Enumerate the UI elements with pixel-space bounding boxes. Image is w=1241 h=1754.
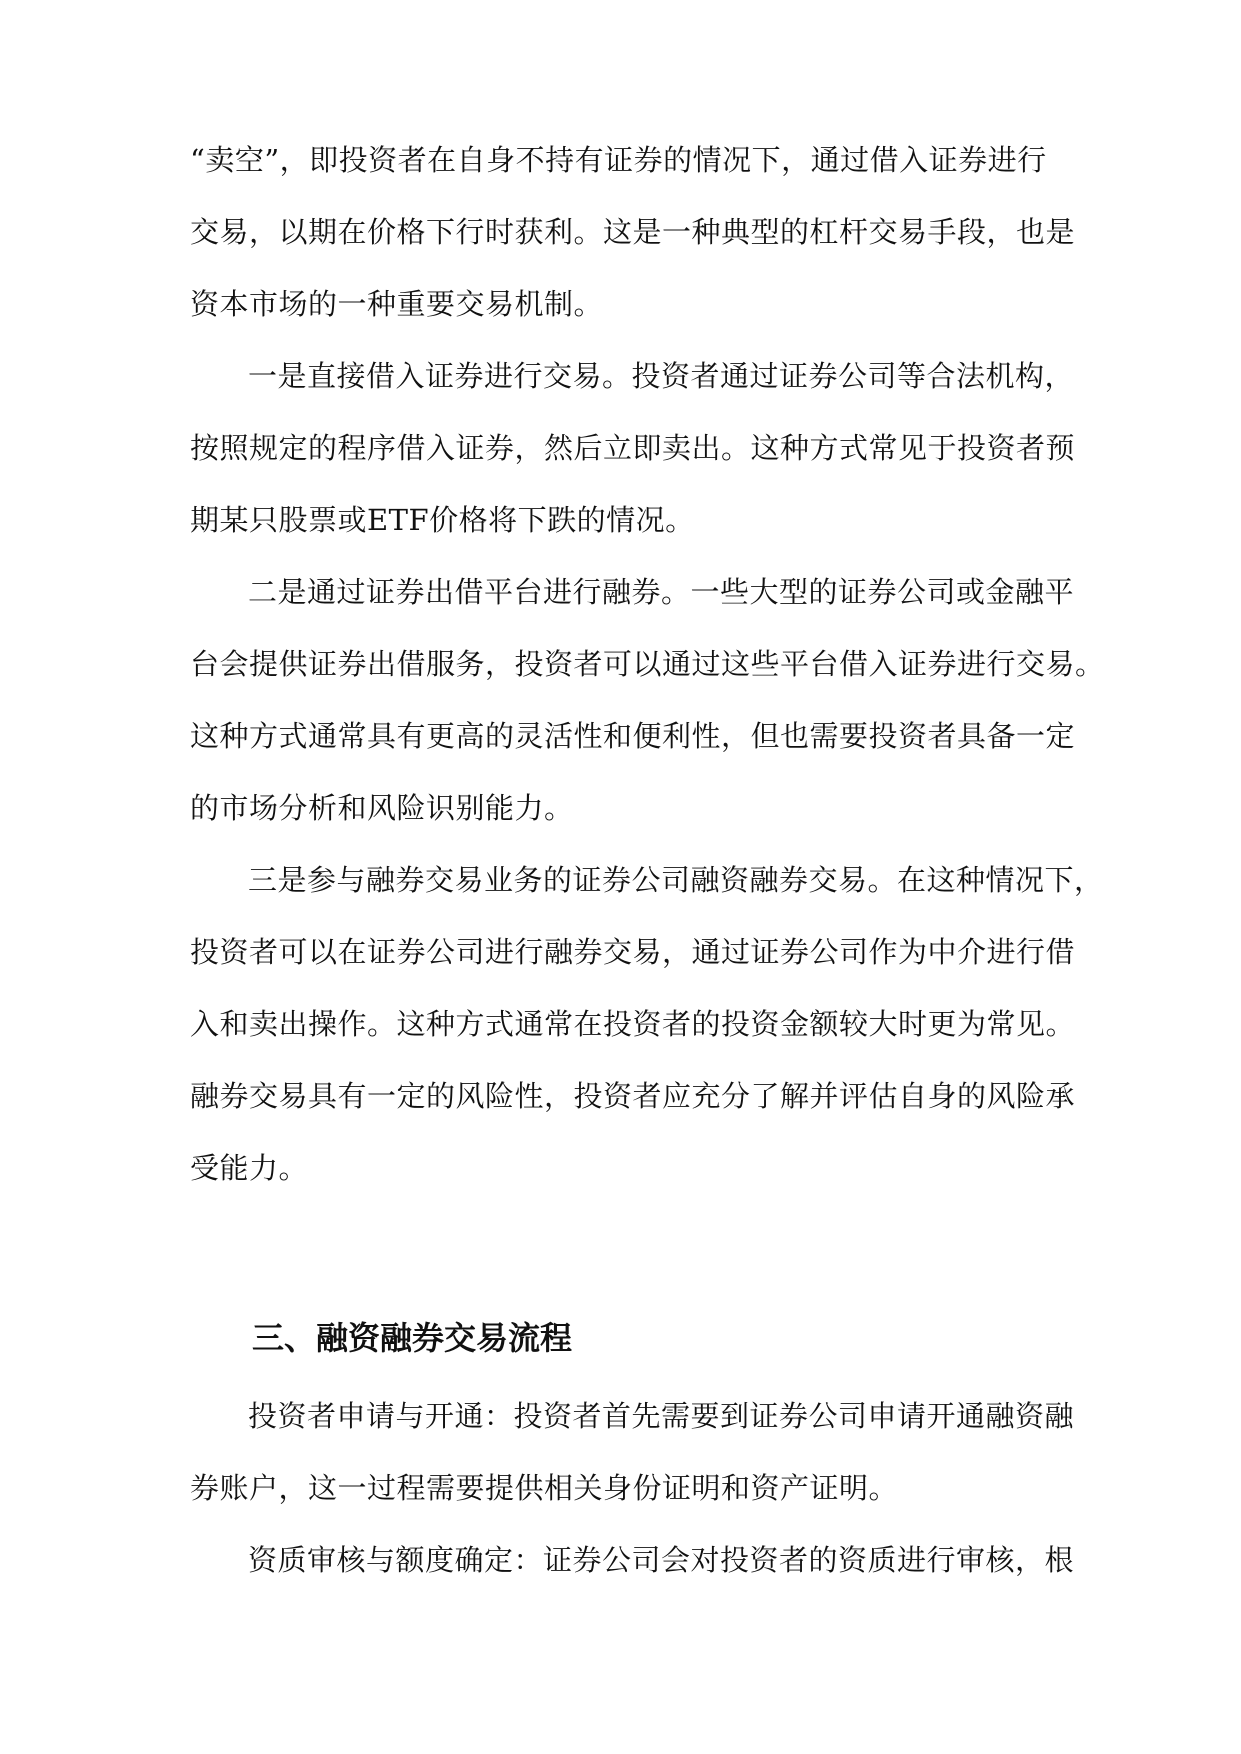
- section-heading: 三、融资融券交易流程: [252, 1319, 573, 1357]
- body-text-line: 投资者申请与开通：投资者首先需要到证券公司申请开通融资融: [248, 1399, 1075, 1433]
- body-text-line: 券账户，这一过程需要提供相关身份证明和资产证明。: [190, 1471, 899, 1505]
- body-text-line: 资本市场的一种重要交易机制。: [190, 287, 604, 321]
- body-text-line: 投资者可以在证券公司进行融券交易，通过证券公司作为中介进行借: [190, 935, 1076, 969]
- body-text-line: 期某只股票或ETF价格将下跌的情况。: [190, 503, 695, 537]
- body-text-line: 一是直接借入证券进行交易。投资者通过证券公司等合法机构，: [248, 359, 1075, 393]
- body-text-line: 交易，以期在价格下行时获利。这是一种典型的杠杆交易手段，也是: [190, 215, 1076, 249]
- body-text-line: 三是参与融券交易业务的证券公司融资融券交易。在这种情况下，: [248, 863, 1104, 897]
- body-text-line: 入和卖出操作。这种方式通常在投资者的投资金额较大时更为常见。: [190, 1007, 1076, 1041]
- body-text-line: 的市场分析和风险识别能力。: [190, 791, 574, 825]
- body-text-line: 这种方式通常具有更高的灵活性和便利性，但也需要投资者具备一定: [190, 719, 1076, 753]
- body-text-line: 资质审核与额度确定：证券公司会对投资者的资质进行审核，根: [248, 1543, 1075, 1577]
- body-text-line: “卖空”，即投资者在自身不持有证券的情况下，通过借入证券进行: [190, 143, 1047, 177]
- body-text-line: 受能力。: [190, 1151, 309, 1185]
- body-text-line: 融券交易具有一定的风险性，投资者应充分了解并评估自身的风险承: [190, 1079, 1076, 1113]
- body-text-line: 台会提供证券出借服务，投资者可以通过这些平台借入证券进行交易。: [190, 647, 1105, 681]
- body-text-line: 二是通过证券出借平台进行融券。一些大型的证券公司或金融平: [248, 575, 1075, 609]
- body-text-line: 按照规定的程序借入证券，然后立即卖出。这种方式常见于投资者预: [190, 431, 1076, 465]
